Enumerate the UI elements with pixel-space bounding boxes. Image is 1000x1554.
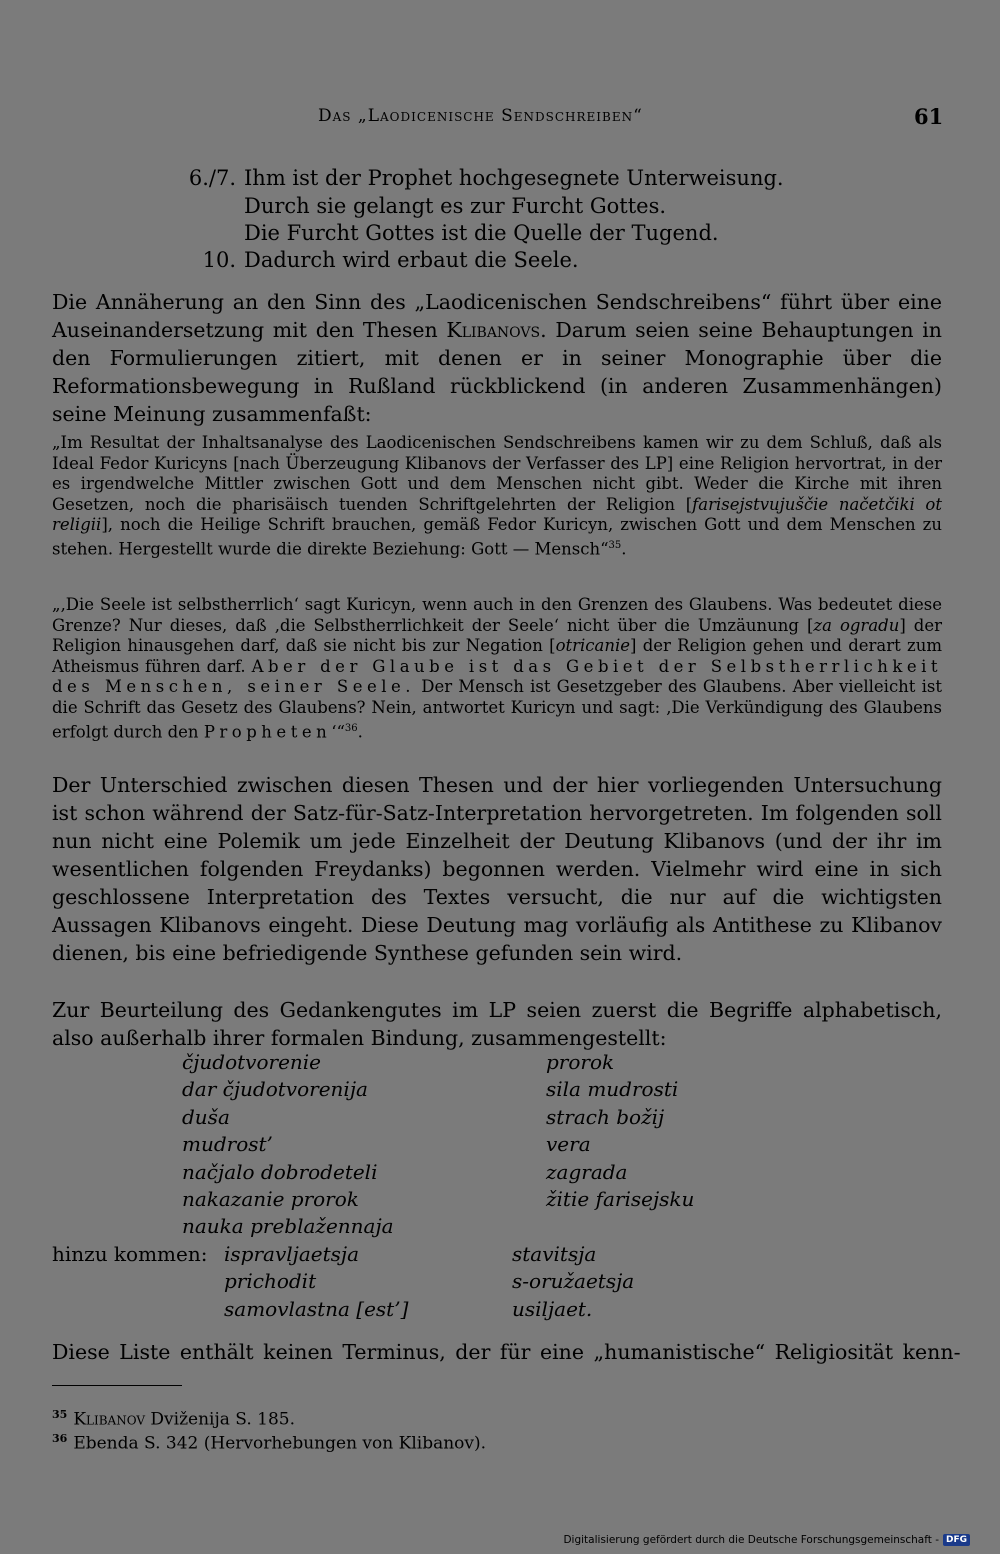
term-item: strach božij — [546, 1105, 665, 1129]
verse-text: Dadurch wird erbaut die Seele. — [244, 248, 579, 272]
term-item: mudrost’ — [182, 1132, 273, 1156]
term-item: čjudotvorenie — [182, 1050, 322, 1074]
term-item: sila mudrosti — [546, 1077, 679, 1101]
term-item: žitie farisejsku — [546, 1187, 695, 1211]
footnote-text: Ebenda S. 342 (Hervorhebungen von Klibanov). — [73, 1433, 487, 1454]
footnote-35 — [52, 1408, 295, 1430]
term-item: načjalo dobrodeteli — [182, 1160, 378, 1184]
author-name: Klibanovs — [446, 318, 541, 342]
term-item: prorok — [546, 1050, 615, 1074]
verse-number: 10. — [202, 248, 236, 272]
verse-text: Durch sie gelangt es zur Furcht Gottes. — [244, 194, 667, 218]
term-item: s-oružaetsja — [512, 1269, 635, 1293]
footnote-ref: 36 — [344, 722, 358, 734]
footnote-number: 35 — [52, 1408, 68, 1421]
quote-block-1: „Im Resultat der Inhaltsanalyse des Laodicenischen Sendschreibens kamen wir zu dem Schluß, daß als Ideal Fedor Kuricyns [nach Überzeugung Klibanovs der Verfasser des LP] eine Religion hervortrat, in der es irgendwelche Mittler zwischen Gott und dem Menschen nicht gibt. Weder die Kirche mit ihren Gesetzen, noch die pharisäisch tuenden Schriftgelehrten der Religion [farisejstvujuščie načetčiki ot religii], noch die Heilige Schrift brauchen, gemäß Fedor Kuricyn, zwischen Gott und dem Menschen zu stehen. Hergestellt wurde die direkte Beziehung: Gott — Mensch“$^{35}$. — [52, 433, 942, 559]
digitization-credit — [563, 1532, 970, 1548]
author-name: Klibanov — [73, 1409, 145, 1430]
russian-term: za ogradu — [813, 615, 900, 635]
term-item: samovlastna [est’] — [224, 1297, 409, 1321]
term-item: dar čjudotvorenija — [182, 1077, 368, 1101]
paragraph-discussion: Der Unterschied zwischen diesen Thesen und der hier vorliegenden Untersuchung ist schon während der Satz-für-Satz-Interpretation hervorgetreten. Im folgenden soll nun nicht eine Polemik um jede Einzelheit der Deutung Klibanovs (und der ihr im wesentlichen folgenden Freydanks) begonnen werden. Vielmehr wird eine in sich geschlossene Interpretation des Textes versucht, die nur auf die wichtigsten Aussagen Klibanovs eingeht. Diese Deutung mag vorläufig als Antithese zu Klibanov dienen, bis eine befriedigende Synthese gefunden sein wird. — [52, 773, 942, 965]
term-item: zagrada — [546, 1160, 628, 1184]
page-number: 61 — [914, 104, 944, 129]
verse-text: Die Furcht Gottes ist die Quelle der Tugend. — [244, 221, 719, 245]
footnote-text: Dviženija S. 185. — [150, 1409, 295, 1430]
term-item: stavitsja — [512, 1242, 597, 1266]
term-item: nauka preblažennaja — [182, 1214, 394, 1238]
paragraph-conclusion: Diese Liste enthält keinen Terminus, der für eine „humanistische“ Religiosität kenn- — [52, 1340, 961, 1364]
term-item: prichodit — [224, 1269, 317, 1293]
footnote-36 — [52, 1432, 486, 1454]
dfg-logo-icon: DFG — [943, 1534, 970, 1546]
additions-label: hinzu kommen: — [52, 1242, 208, 1266]
footnote-divider — [52, 1385, 182, 1386]
term-item: usiljaet. — [512, 1297, 593, 1321]
emphasized-text: Propheten — [203, 722, 332, 742]
emphasized-text: Aber der Glaube ist das Gebiet der Selbstherrlichkeit des Menschen, seiner Seele. — [52, 656, 942, 697]
footnote-number: 36 — [52, 1432, 68, 1445]
russian-term: otricanie — [555, 636, 631, 656]
credit-text: Digitalisierung gefördert durch die Deutsche Forschungsgemeinschaft - — [563, 1534, 939, 1546]
term-item: ispravljaetsja — [224, 1242, 360, 1266]
russian-term: farisejstvujuščie načetčiki ot religii — [52, 494, 942, 535]
paragraph-intro: Die Annäherung an den Sinn des „Laodicenischen Sendschreibens“ führt über eine Auseinandersetzung mit den Thesen Klibanovs. Darum seien seine Behauptungen in den Formulierungen zitiert, mit denen er in seiner Monographie über die Reformationsbewegung in Rußland rückblickend (in anderen Zusammenhängen) seine Meinung zusammenfaßt: — [52, 290, 942, 426]
verse-text: Ihm ist der Prophet hochgesegnete Unterweisung. — [244, 166, 784, 190]
quote-block-2: „‚Die Seele ist selbstherrlich‘ sagt Kuricyn, wenn auch in den Grenzen des Glaubens. Was bedeutet diese Grenze? Nur dieses, daß ‚die Selbstherrlichkeit der Seele‘ nicht über die Umzäunung [za ogradu] der Religion hinausgehen darf, daß sie nicht bis zur Negation [otricanie] der Religion gehen und derart zum Atheismus führen darf. Aber der Glaube ist das Gebiet der Selbstherrlichkeit des Menschen, seiner Seele. Der Mensch ist Gesetzgeber des Glaubens. Aber vielleicht ist die Schrift das Gesetz des Glaubens? Nein, antwortet Kuricyn und sagt: ‚Die Verkündigung des Glaubens erfolgt durch den Propheten‘“$^{36}$. — [52, 595, 943, 742]
term-item: vera — [546, 1132, 591, 1156]
footnote-ref: 35 — [608, 539, 622, 551]
running-title: Das „Laodicenische Sendschreiben“ — [318, 106, 643, 126]
verse-number: 6./7. — [188, 166, 236, 190]
term-item: nakazanie prorok — [182, 1187, 359, 1211]
page-header — [0, 104, 1000, 134]
paragraph-terms-intro: Zur Beurteilung des Gedankengutes im LP seien zuerst die Begriffe alphabetisch, also außerhalb ihrer formalen Bindung, zusammengestellt: — [52, 998, 942, 1050]
term-item: duša — [182, 1105, 230, 1129]
